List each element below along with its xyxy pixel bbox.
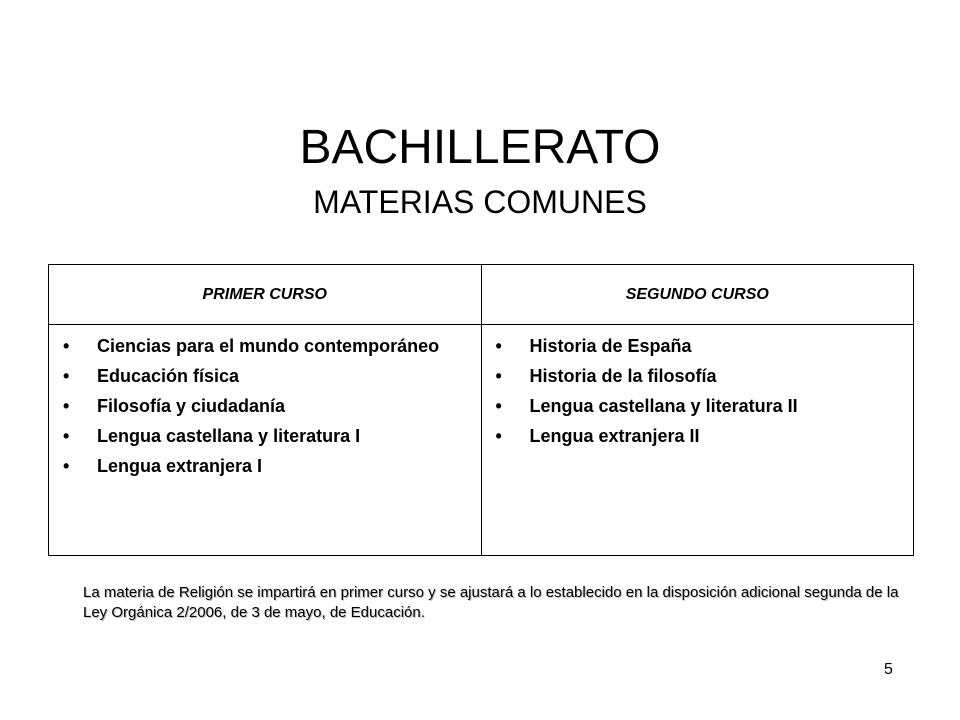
bullet-icon: • [495, 396, 502, 416]
first-course-list [57, 331, 473, 481]
religion-note: La materia de Religión se impartirá en primer curso y se ajustará a lo establecido en la disposición adicional segunda de la Ley Orgánica 2/2006, de 3 de mayo, de Educación. [83, 584, 899, 621]
second-course-list [490, 331, 906, 451]
slide-subtitle: MATERIAS COMUNES [313, 184, 647, 220]
subject-label: Historia de España [529, 336, 692, 356]
bullet-icon: • [63, 396, 70, 416]
list-item [57, 331, 473, 361]
subject-label: Lengua castellana y literatura II [529, 396, 798, 416]
list-item [57, 391, 473, 421]
bullet-icon: • [63, 456, 70, 476]
subject-label: Lengua castellana y literatura I [97, 426, 361, 446]
list-item [490, 361, 906, 391]
subject-label: Lengua extranjera II [529, 426, 700, 446]
subject-label: Educación física [97, 366, 240, 386]
bullet-icon: • [495, 366, 502, 386]
table-header-row [49, 265, 914, 325]
slide-title: BACHILLERATO [299, 121, 661, 174]
bullet-icon: • [495, 426, 502, 446]
subject-label: Ciencias para el mundo contemporáneo [97, 336, 440, 356]
table-body-row [49, 325, 914, 556]
subject-label: Lengua extranjera I [97, 456, 263, 476]
list-item [490, 331, 906, 361]
subject-label: Historia de la filosofía [529, 366, 717, 386]
bullet-icon: • [495, 336, 502, 356]
bullet-icon: • [63, 336, 70, 356]
header-first-course: PRIMER CURSO [49, 265, 482, 325]
second-course-cell [481, 325, 914, 556]
bullet-icon: • [63, 366, 70, 386]
bullet-icon: • [63, 426, 70, 446]
first-course-cell [49, 325, 482, 556]
list-item [57, 451, 473, 481]
header-second-course: SEGUNDO CURSO [481, 265, 914, 325]
list-item [57, 361, 473, 391]
list-item [57, 421, 473, 451]
list-item [490, 421, 906, 451]
subject-label: Filosofía y ciudadanía [97, 396, 286, 416]
subjects-table [48, 264, 914, 556]
list-item [490, 391, 906, 421]
page-number: 5 [884, 661, 893, 678]
